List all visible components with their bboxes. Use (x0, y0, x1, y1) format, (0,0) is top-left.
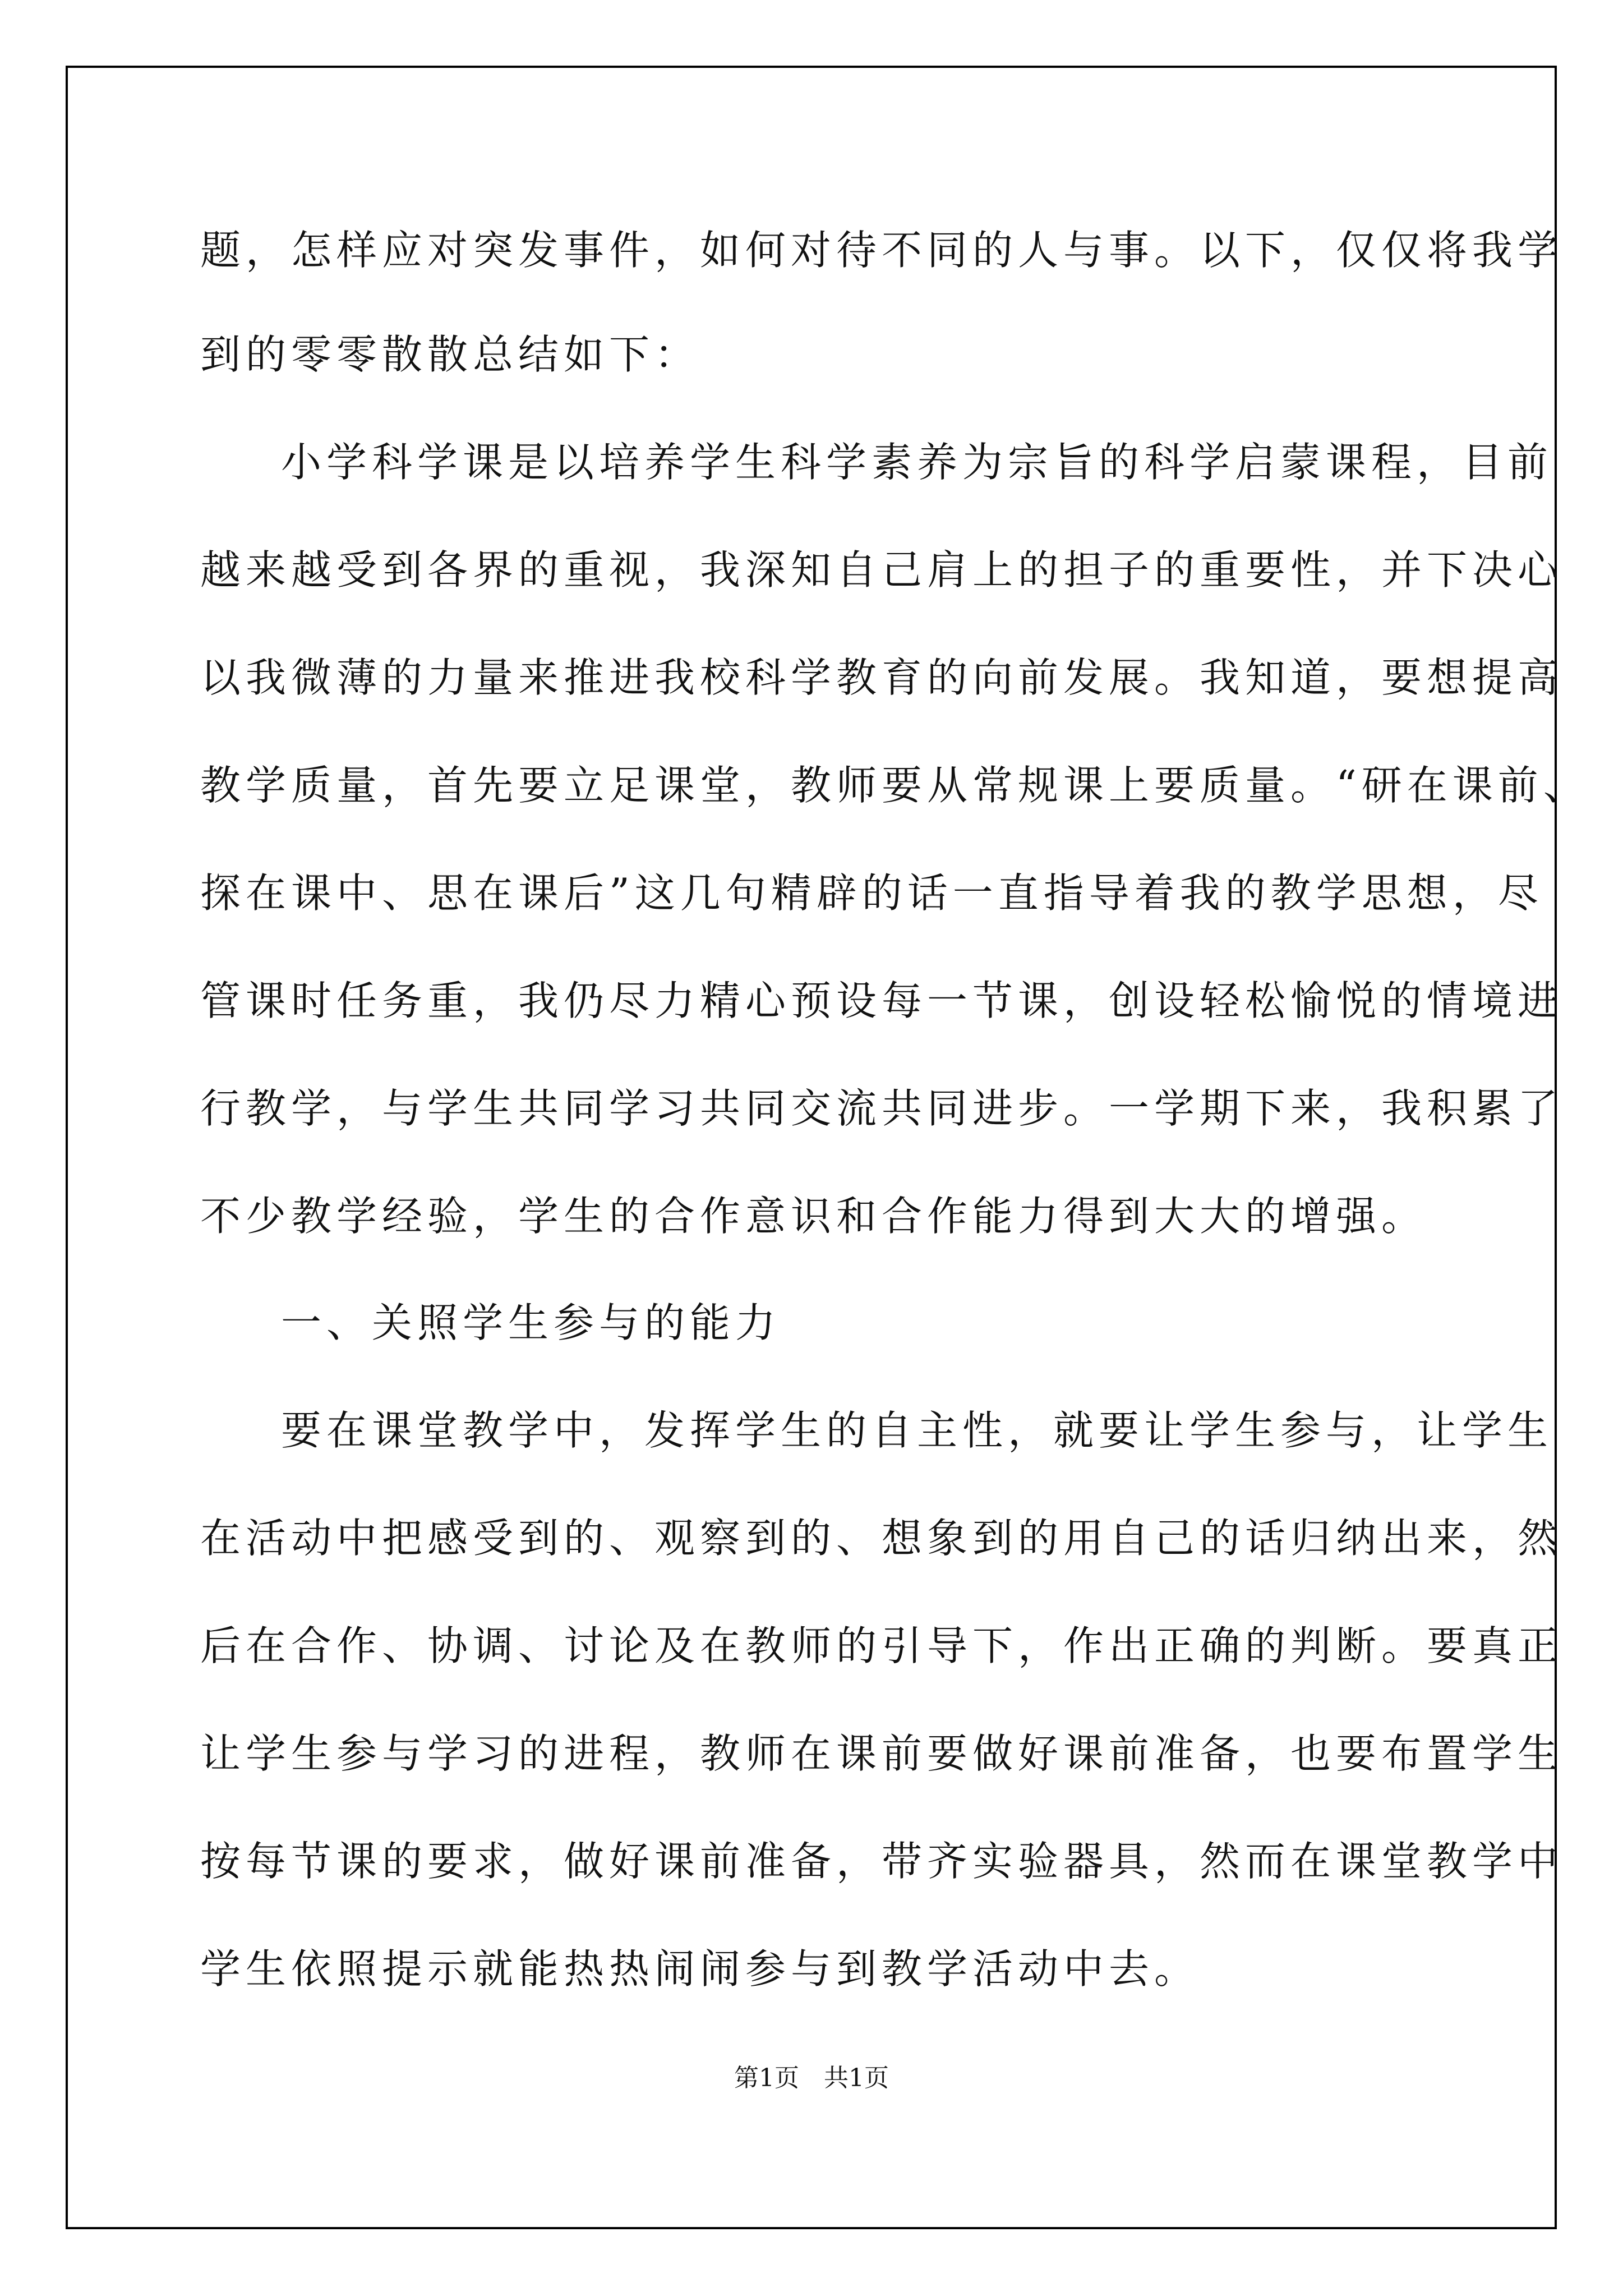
page-number-footer: 第1页 共1页 (734, 2064, 889, 2092)
paragraph-line-2: 到的零零散散总结如下： (200, 331, 700, 378)
paragraph-line-8: 管课时任务重，我仍尽力精心预设每一节课，创设轻松愉悦的情境进 (200, 977, 1564, 1024)
paragraph-line-12: 要在课堂教学中，发挥学生的自主性，就要让学生参与，让学生 (281, 1407, 1553, 1454)
paragraph-line-13: 在活动中把感受到的、观察到的、想象到的用自己的话归纳出来，然 (200, 1515, 1564, 1562)
paragraph-line-1: 题，怎样应对突发事件，如何对待不同的人与事。以下，仅仅将我学 (200, 227, 1564, 274)
paragraph-line-5: 以我微薄的力量来推进我校科学教育的向前发展。我知道，要想提高 (200, 654, 1564, 701)
section-heading: 一、关照学生参与的能力 (281, 1299, 781, 1346)
paragraph-line-14: 后在合作、协调、讨论及在教师的引导下，作出正确的判断。要真正 (200, 1622, 1564, 1669)
paragraph-line-7: 探在课中、思在课后”这几句精辟的话一直指导着我的教学思想，尽 (200, 869, 1543, 917)
paragraph-line-15: 让学生参与学习的进程，教师在课前要做好课前准备，也要布置学生 (200, 1730, 1564, 1777)
page-border (66, 66, 1557, 2229)
paragraph-line-4: 越来越受到各界的重视，我深知自己肩上的担子的重要性，并下决心 (200, 546, 1564, 593)
paragraph-line-10: 不少教学经验，学生的合作意识和合作能力得到大大的增强。 (200, 1193, 1427, 1240)
paragraph-line-3: 小学科学课是以培养学生科学素养为宗旨的科学启蒙课程，目前 (281, 439, 1553, 486)
paragraph-line-6: 教学质量，首先要立足课堂，教师要从常规课上要质量。“研在课前、 (200, 762, 1589, 809)
paragraph-line-9: 行教学，与学生共同学习共同交流共同进步。一学期下来，我积累了 (200, 1085, 1564, 1132)
paragraph-line-17: 学生依照提示就能热热闹闹参与到教学活动中去。 (200, 1945, 1200, 1993)
paragraph-line-16: 按每节课的要求，做好课前准备，带齐实验器具，然而在课堂教学中 (200, 1838, 1564, 1885)
